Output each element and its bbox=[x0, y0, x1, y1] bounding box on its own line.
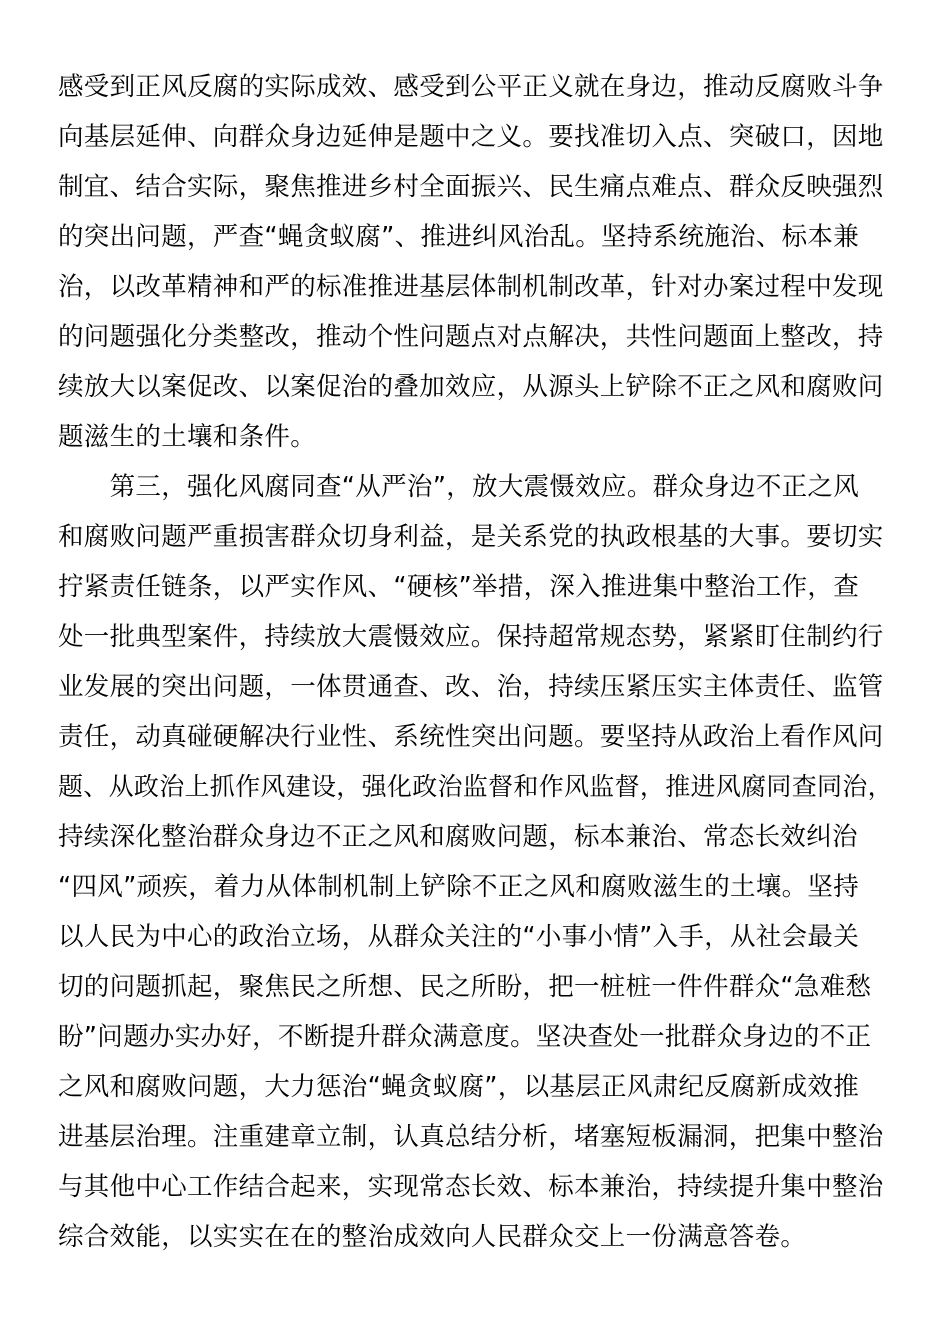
text-line: 题滋生的土壤和条件。 bbox=[58, 422, 317, 452]
text-line: 向基层延伸、向群众身边延伸是题中之义。要找准切入点、突破口，因地 bbox=[58, 122, 884, 152]
text-line: 持续深化整治群众身边不正之风和腐败问题，标本兼治、常态长效纠治 bbox=[58, 822, 858, 852]
text-line: 与其他中心工作结合起来，实现常态长效、标本兼治，持续提升集中整治 bbox=[58, 1172, 884, 1202]
text-line: 治，以改革精神和严的标准推进基层体制机制改革，针对办案过程中发现 bbox=[58, 272, 884, 302]
text-line: 的问题强化分类整改，推动个性问题点对点解决，共性问题面上整改，持 bbox=[58, 322, 884, 352]
text-line: 和腐败问题严重损害群众切身利益，是关系党的执政根基的大事。要切实 bbox=[58, 522, 884, 552]
text-line: 题、从政治上抓作风建设，强化政治监督和作风监督，推进风腐同查同治， bbox=[58, 772, 893, 801]
text-line: 以人民为中心的政治立场，从群众关注的“小事小情”入手，从社会最关 bbox=[58, 922, 860, 952]
text-line: 切的问题抓起，聚焦民之所想、民之所盼，把一桩桩一件件群众“急难愁 bbox=[58, 972, 872, 1002]
paragraph-heading-line: 第三，强化风腐同查“从严治”，放大震慑效应。群众身边不正之风 bbox=[58, 472, 860, 502]
text-line: 拧紧责任链条，以严实作风、“硬核”举措，深入推进集中整治工作，查 bbox=[58, 572, 860, 602]
text-line: 处一批典型案件，持续放大震慑效应。保持超常规态势，紧紧盯住制约行 bbox=[58, 622, 884, 652]
text-line: 责任，动真碰硬解决行业性、系统性突出问题。要坚持从政治上看作风问 bbox=[58, 722, 884, 752]
text-line: “四风”顽疾，着力从体制机制上铲除不正之风和腐败滋生的土壤。坚持 bbox=[58, 872, 860, 902]
text-line: 感受到正风反腐的实际成效、感受到公平正义就在身边，推动反腐败斗争 bbox=[58, 72, 884, 102]
text-line: 业发展的突出问题，一体贯通查、改、治，持续压紧压实主体责任、监管 bbox=[58, 672, 884, 702]
text-line: 进基层治理。注重建章立制，认真总结分析，堵塞短板漏洞，把集中整治 bbox=[58, 1122, 884, 1152]
text-line: 综合效能，以实实在在的整治成效向人民群众交上一份满意答卷。 bbox=[58, 1222, 807, 1252]
text-line: 制宜、结合实际，聚焦推进乡村全面振兴、民生痛点难点、群众反映强烈 bbox=[58, 172, 884, 202]
text-line: 的突出问题，严查“蝇贪蚁腐”、推进纠风治乱。坚持系统施治、标本兼 bbox=[58, 222, 860, 252]
text-line: 盼”问题办实办好，不断提升群众满意度。坚决查处一批群众身边的不正 bbox=[58, 1022, 872, 1052]
text-line: 之风和腐败问题，大力惩治“蝇贪蚁腐”，以基层正风肃纪反腐新成效推 bbox=[58, 1072, 860, 1102]
text-line: 续放大以案促改、以案促治的叠加效应，从源头上铲除不正之风和腐败问 bbox=[58, 372, 884, 402]
